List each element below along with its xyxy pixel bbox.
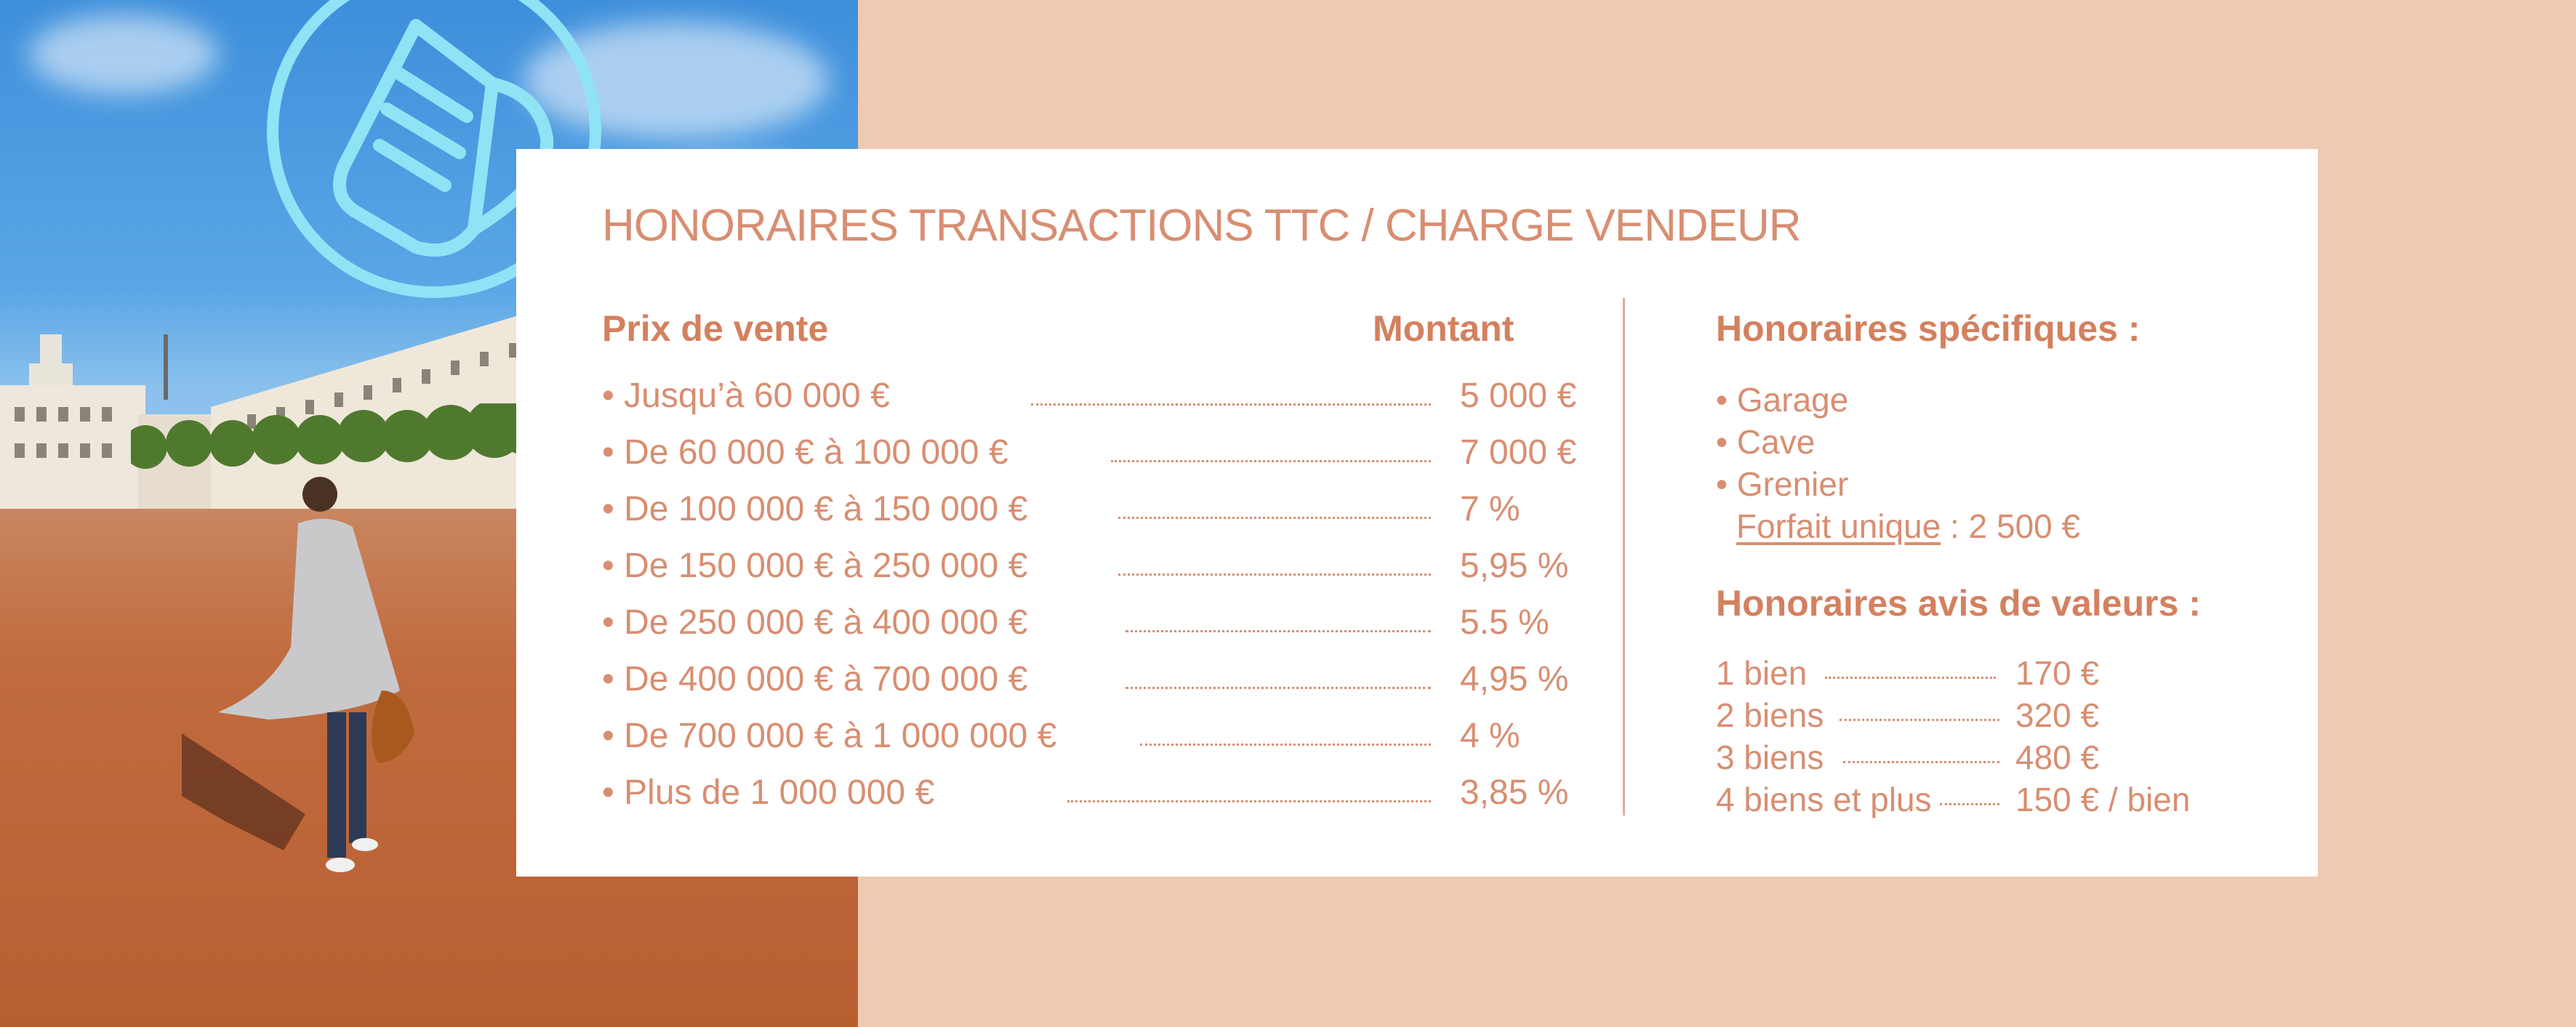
fee-amount: 7 000 € xyxy=(1460,433,1577,472)
leader-dots xyxy=(1111,460,1431,462)
fee-row xyxy=(602,716,1518,767)
flat-fee-link: Forfait unique xyxy=(1736,507,1941,545)
specific-fee-item: • Grenier xyxy=(1716,465,1849,503)
leader-dots xyxy=(1839,719,1999,721)
fee-row xyxy=(602,546,1569,597)
valuation-label: 1 bien xyxy=(1716,654,1807,692)
fee-range: • Jusqu’à 60 000 € xyxy=(602,376,903,416)
leader-dots xyxy=(1940,803,1999,805)
valuation-label: 2 biens xyxy=(1716,696,1824,734)
fee-amount: 7 % xyxy=(1460,490,1520,528)
fee-range: • De 60 000 € à 100 000 € xyxy=(602,432,1022,472)
fee-amount: 4 % xyxy=(1460,717,1520,755)
leader-dots xyxy=(1140,744,1431,746)
fee-row xyxy=(602,489,1518,540)
walking-woman xyxy=(182,472,487,879)
fee-amount: 5 000 € xyxy=(1460,376,1577,415)
specific-fee-item: • Cave xyxy=(1716,423,1815,461)
specific-fees-heading: Honoraires spécifiques : xyxy=(1716,308,2140,349)
leader-dots xyxy=(1843,761,1999,763)
leader-dots xyxy=(1126,687,1431,689)
fees-card xyxy=(516,149,2318,877)
valuation-row xyxy=(1716,780,2239,823)
fee-row xyxy=(602,432,1577,483)
fee-row xyxy=(602,376,1577,427)
fee-amount: 4,95 % xyxy=(1460,660,1569,698)
fee-amount: 5,95 % xyxy=(1460,547,1569,585)
fee-range: • De 150 000 € à 250 000 € xyxy=(602,546,1040,586)
leader-dots xyxy=(1118,573,1431,576)
fee-amount: 3,85 % xyxy=(1460,773,1569,812)
valuation-label: 4 biens et plus xyxy=(1716,781,1932,818)
fee-range: • De 700 000 € à 1 000 000 € xyxy=(602,716,1070,756)
flat-fee-value: : 2 500 € xyxy=(1941,507,2081,545)
fee-row xyxy=(602,773,1569,823)
valuation-fees-heading: Honoraires avis de valeurs : xyxy=(1716,583,2201,624)
leader-dots xyxy=(1031,403,1431,406)
specific-fee-item: • Garage xyxy=(1716,381,1849,419)
fee-range: • De 400 000 € à 700 000 € xyxy=(602,659,1040,699)
fee-range: • De 100 000 € à 150 000 € xyxy=(602,489,1040,529)
price-column-header: Prix de vente xyxy=(602,308,829,349)
valuation-value: 480 € xyxy=(2015,738,2100,776)
valuation-label: 3 biens xyxy=(1716,738,1824,776)
fee-amount: 5.5 % xyxy=(1460,603,1549,642)
valuation-row xyxy=(1716,738,2152,781)
fee-range: • De 250 000 € à 400 000 € xyxy=(602,603,1040,643)
leader-dots xyxy=(1825,677,1996,679)
column-divider xyxy=(1623,298,1625,815)
valuation-value: 320 € xyxy=(2015,696,2100,734)
valuation-value: 150 € / bien xyxy=(2015,781,2191,818)
valuation-row xyxy=(1716,696,2152,739)
fee-row xyxy=(602,659,1569,710)
amount-column-header: Montant xyxy=(1373,308,1514,349)
page-title: HONORAIRES TRANSACTIONS TTC / CHARGE VENDEUR xyxy=(602,201,1801,251)
valuation-value: 170 € xyxy=(2015,654,2100,692)
valuation-row xyxy=(1716,653,2152,697)
flat-fee-line xyxy=(1736,507,2080,546)
leader-dots xyxy=(1126,630,1431,632)
leader-dots xyxy=(1067,800,1431,802)
fee-range: • Plus de 1 000 000 € xyxy=(602,773,947,813)
leader-dots xyxy=(1118,517,1431,519)
fee-row xyxy=(602,603,1549,653)
